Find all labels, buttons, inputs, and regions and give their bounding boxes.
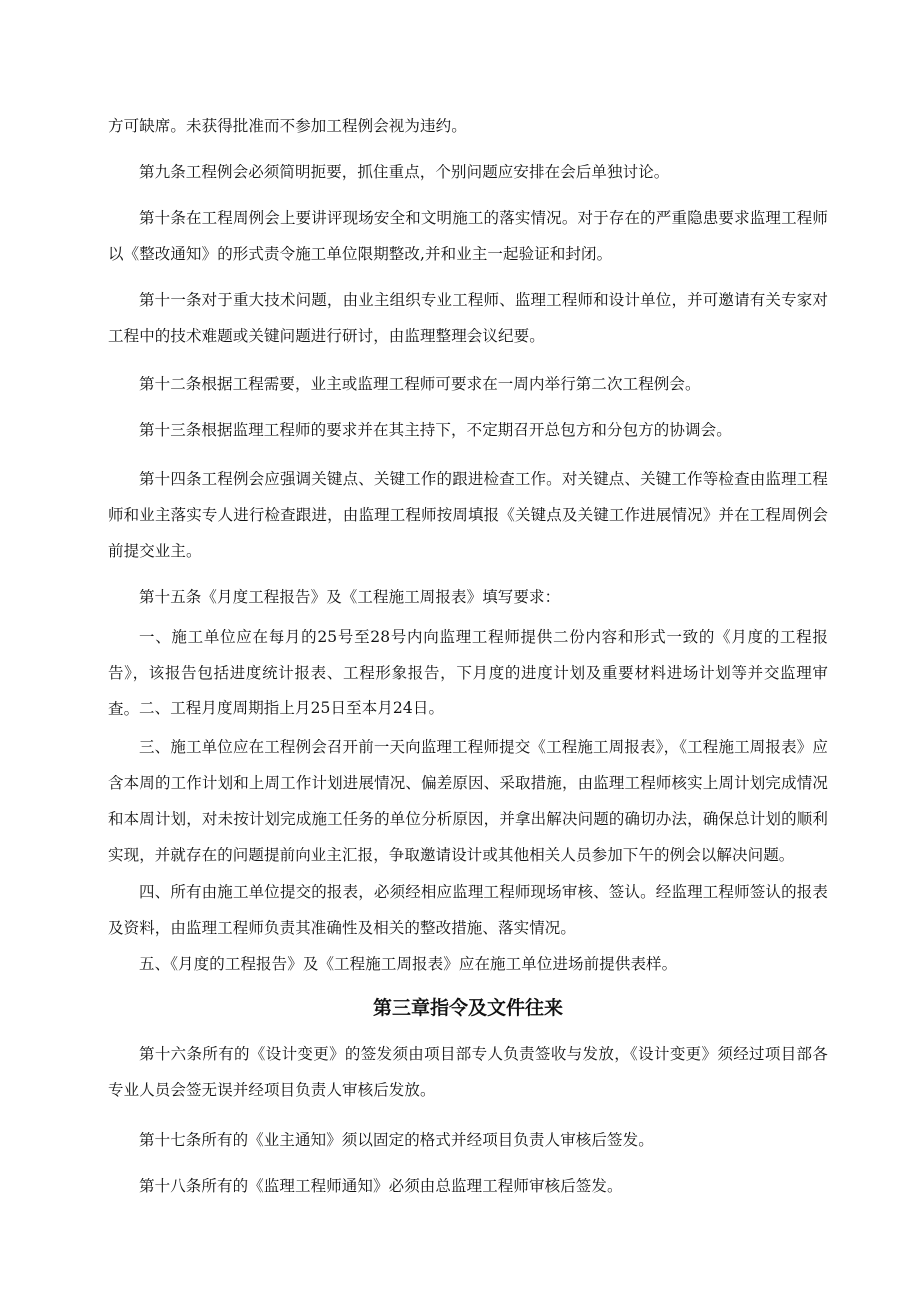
article-10: 第十条在工程周例会上要讲评现场安全和文明施工的落实情况。对于存在的严重隐患要求监理工程师以《整改通知》的形式责令施工单位限期整改,并和业主一起验证和封闭。	[108, 209, 828, 263]
article-14: 第十四条工程例会应强调关键点、关键工作的跟进检查工作。对关键点、关键工作等检查由监理工程师和业主落实专人进行检查跟进，由监理工程师按周填报《关键点及关键工作进展情况》并在工程周例会前提交业主。	[108, 470, 828, 560]
article-16: 第十六条所有的《设计变更》的签发须由项目部专人负责签收与发放，《设计变更》须经过项目部各专业人员会签无误并经项目负责人审核后发放。	[108, 1045, 828, 1099]
article-15-item-1: 一、施工单位应在每月的25号至28号内向监理工程师提供二份内容和形式一致的《月度的工程报告》，该报告包括进度统计报表、工程形象报告，下月度的进度计划及重要材料进场计划等并交监理审查。	[108, 628, 828, 718]
article-15-item-3: 三、施工单位应在工程例会召开前一天向监理工程师提交《工程施工周报表》，《工程施工周报表》应含本周的工作计划和上周工作计划进展情况、偏差原因、采取措施，由监理工程师核实上周计划完成情况和本周计划，对未按计划完成施工任务的单位分析原因，并拿出解决问题的确切办法，确保总计划的顺利实现，并就存在的问题提前向业主汇报，争取邀请设计或其他相关人员参加下午的例会以解决问题。	[108, 738, 828, 864]
chapter-heading: 第三章指令及文件往来	[372, 997, 563, 1019]
article-9: 第九条工程例会必须简明扼要，抓住重点，个别问题应安排在会后单独讨论。	[139, 163, 670, 181]
article-15-item-5: 五、《月度的工程报告》及《工程施工周报表》应在施工单位进场前提供表样。	[139, 955, 678, 973]
article-18: 第十八条所有的《监理工程师通知》必须由总监理工程师审核后签发。	[139, 1177, 623, 1195]
article-13: 第十三条根据监理工程师的要求并在其主持下，不定期召开总包方和分包方的协调会。	[139, 421, 732, 439]
article-15-item-4: 四、所有由施工单位提交的报表，必须经相应监理工程师现场审核、签认。经监理工程师签认的报表及资料，由监理工程师负责其准确性及相关的整改措施、落实情况。	[108, 883, 828, 937]
article-12: 第十二条根据工程需要，业主或监理工程师可要求在一周内举行第二次工程例会。	[139, 375, 701, 393]
article-17: 第十七条所有的《业主通知》须以固定的格式并经项目负责人审核后签发。	[139, 1131, 654, 1149]
article-15-item-2: 二、工程月度周期指上月25日至本月24日。	[139, 699, 445, 717]
article-15: 第十五条《月度工程报告》及《工程施工周报表》填写要求：	[139, 588, 561, 606]
article-11: 第十一条对于重大技术问题，由业主组织专业工程师、监理工程师和设计单位，并可邀请有关专家对工程中的技术难题或关键问题进行研讨，由监理整理会议纪要。	[108, 291, 828, 345]
paragraph-continuation: 方可缺席。未获得批准而不参加工程例会视为违约。	[108, 117, 467, 135]
